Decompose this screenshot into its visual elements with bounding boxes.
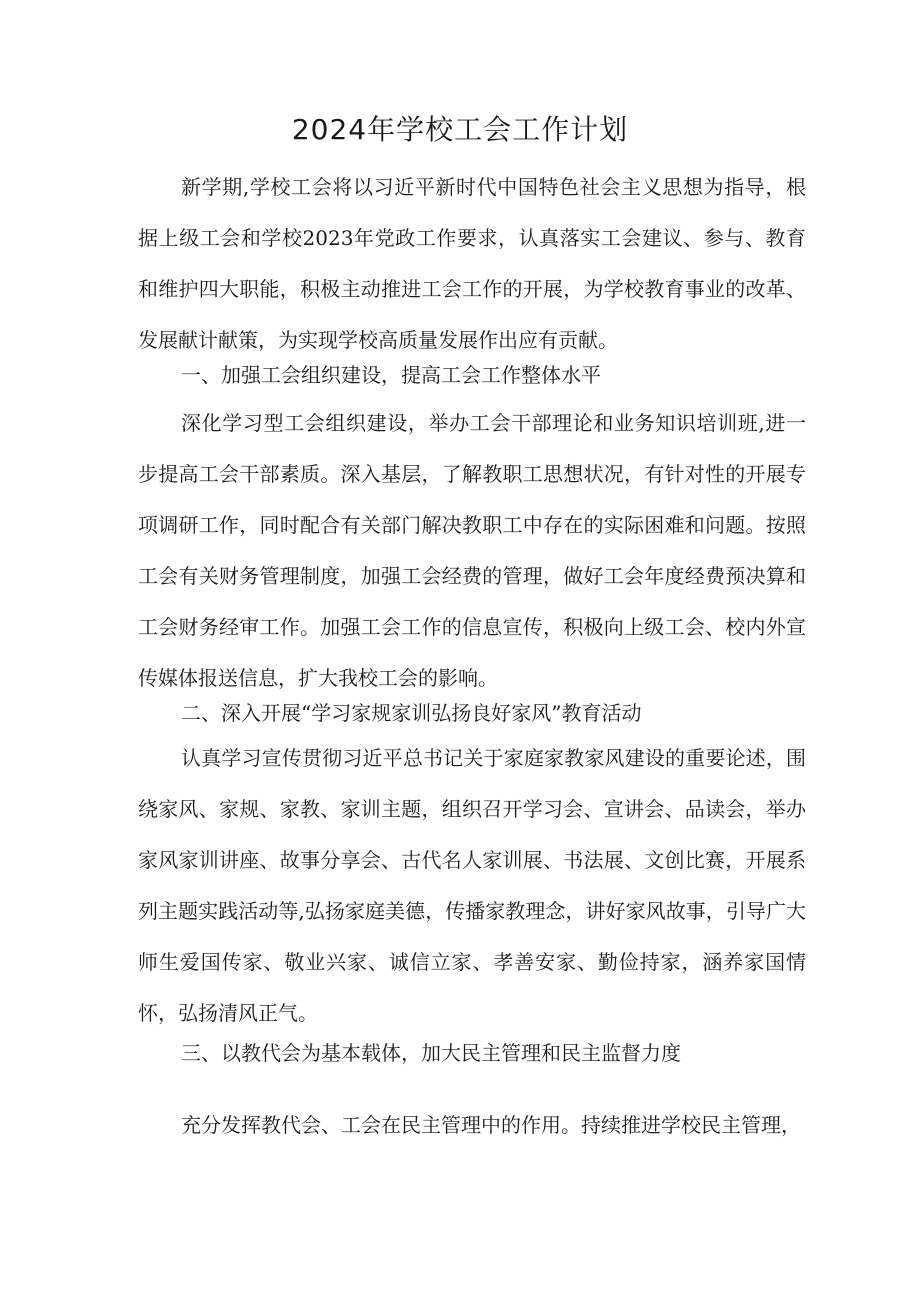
intro-paragraph: 新学期,学校工会将以习近平新时代中国特色社会主义思想为指导，根据上级工会和学校2023年党政工作要求，认真落实工会建议、参与、教育和维护四大职能，积极主动推进工会工作的开展，为学校教育事业的改革、发展献计献策，为实现学校高质量发展作出应有贡献。 bbox=[138, 175, 806, 352]
section-2-heading: 二、深入开展“学习家规家训弘扬良好家风”教育活动 bbox=[181, 701, 642, 725]
document-title: 2024年学校工会工作计划 bbox=[291, 113, 629, 146]
section-3-body: 充分发挥教代会、工会在民主管理中的作用。持续推进学校民主管理， bbox=[181, 1113, 801, 1137]
section-3-heading: 三、以教代会为基本载体，加大民主管理和民主监督力度 bbox=[181, 1041, 681, 1065]
section-1-heading: 一、加强工会组织建设，提高工会工作整体水平 bbox=[181, 363, 601, 387]
section-2-body: 认真学习宣传贯彻习近平总书记关于家庭家教家风建设的重要论述，围绕家风、家规、家教、家训主题，组织召开学习会、宣讲会、品读会，举办家风家训讲座、故事分享会、古代名人家训展、书法展、文创比赛，开展系列主题实践活动等,弘扬家庭美德，传播家教理念，讲好家风故事，引导广大师生爱国传家、敬业兴家、诚信立家、孝善安家、勤俭持家，涵养家国情怀，弘扬清风正气。 bbox=[138, 746, 806, 1025]
section-1-body: 深化学习型工会组织建设，举办工会干部理论和业务知识培训班,进一步提高工会干部素质。深入基层，了解教职工思想状况，有针对性的开展专项调研工作，同时配合有关部门解决教职工中存在的实际困难和问题。按照工会有关财务管理制度，加强工会经费的管理，做好工会年度经费预决算和工会财务经审工作。加强工会工作的信息宣传，积极向上级工会、校内外宣传媒体报送信息，扩大我校工会的影响。 bbox=[138, 411, 806, 690]
